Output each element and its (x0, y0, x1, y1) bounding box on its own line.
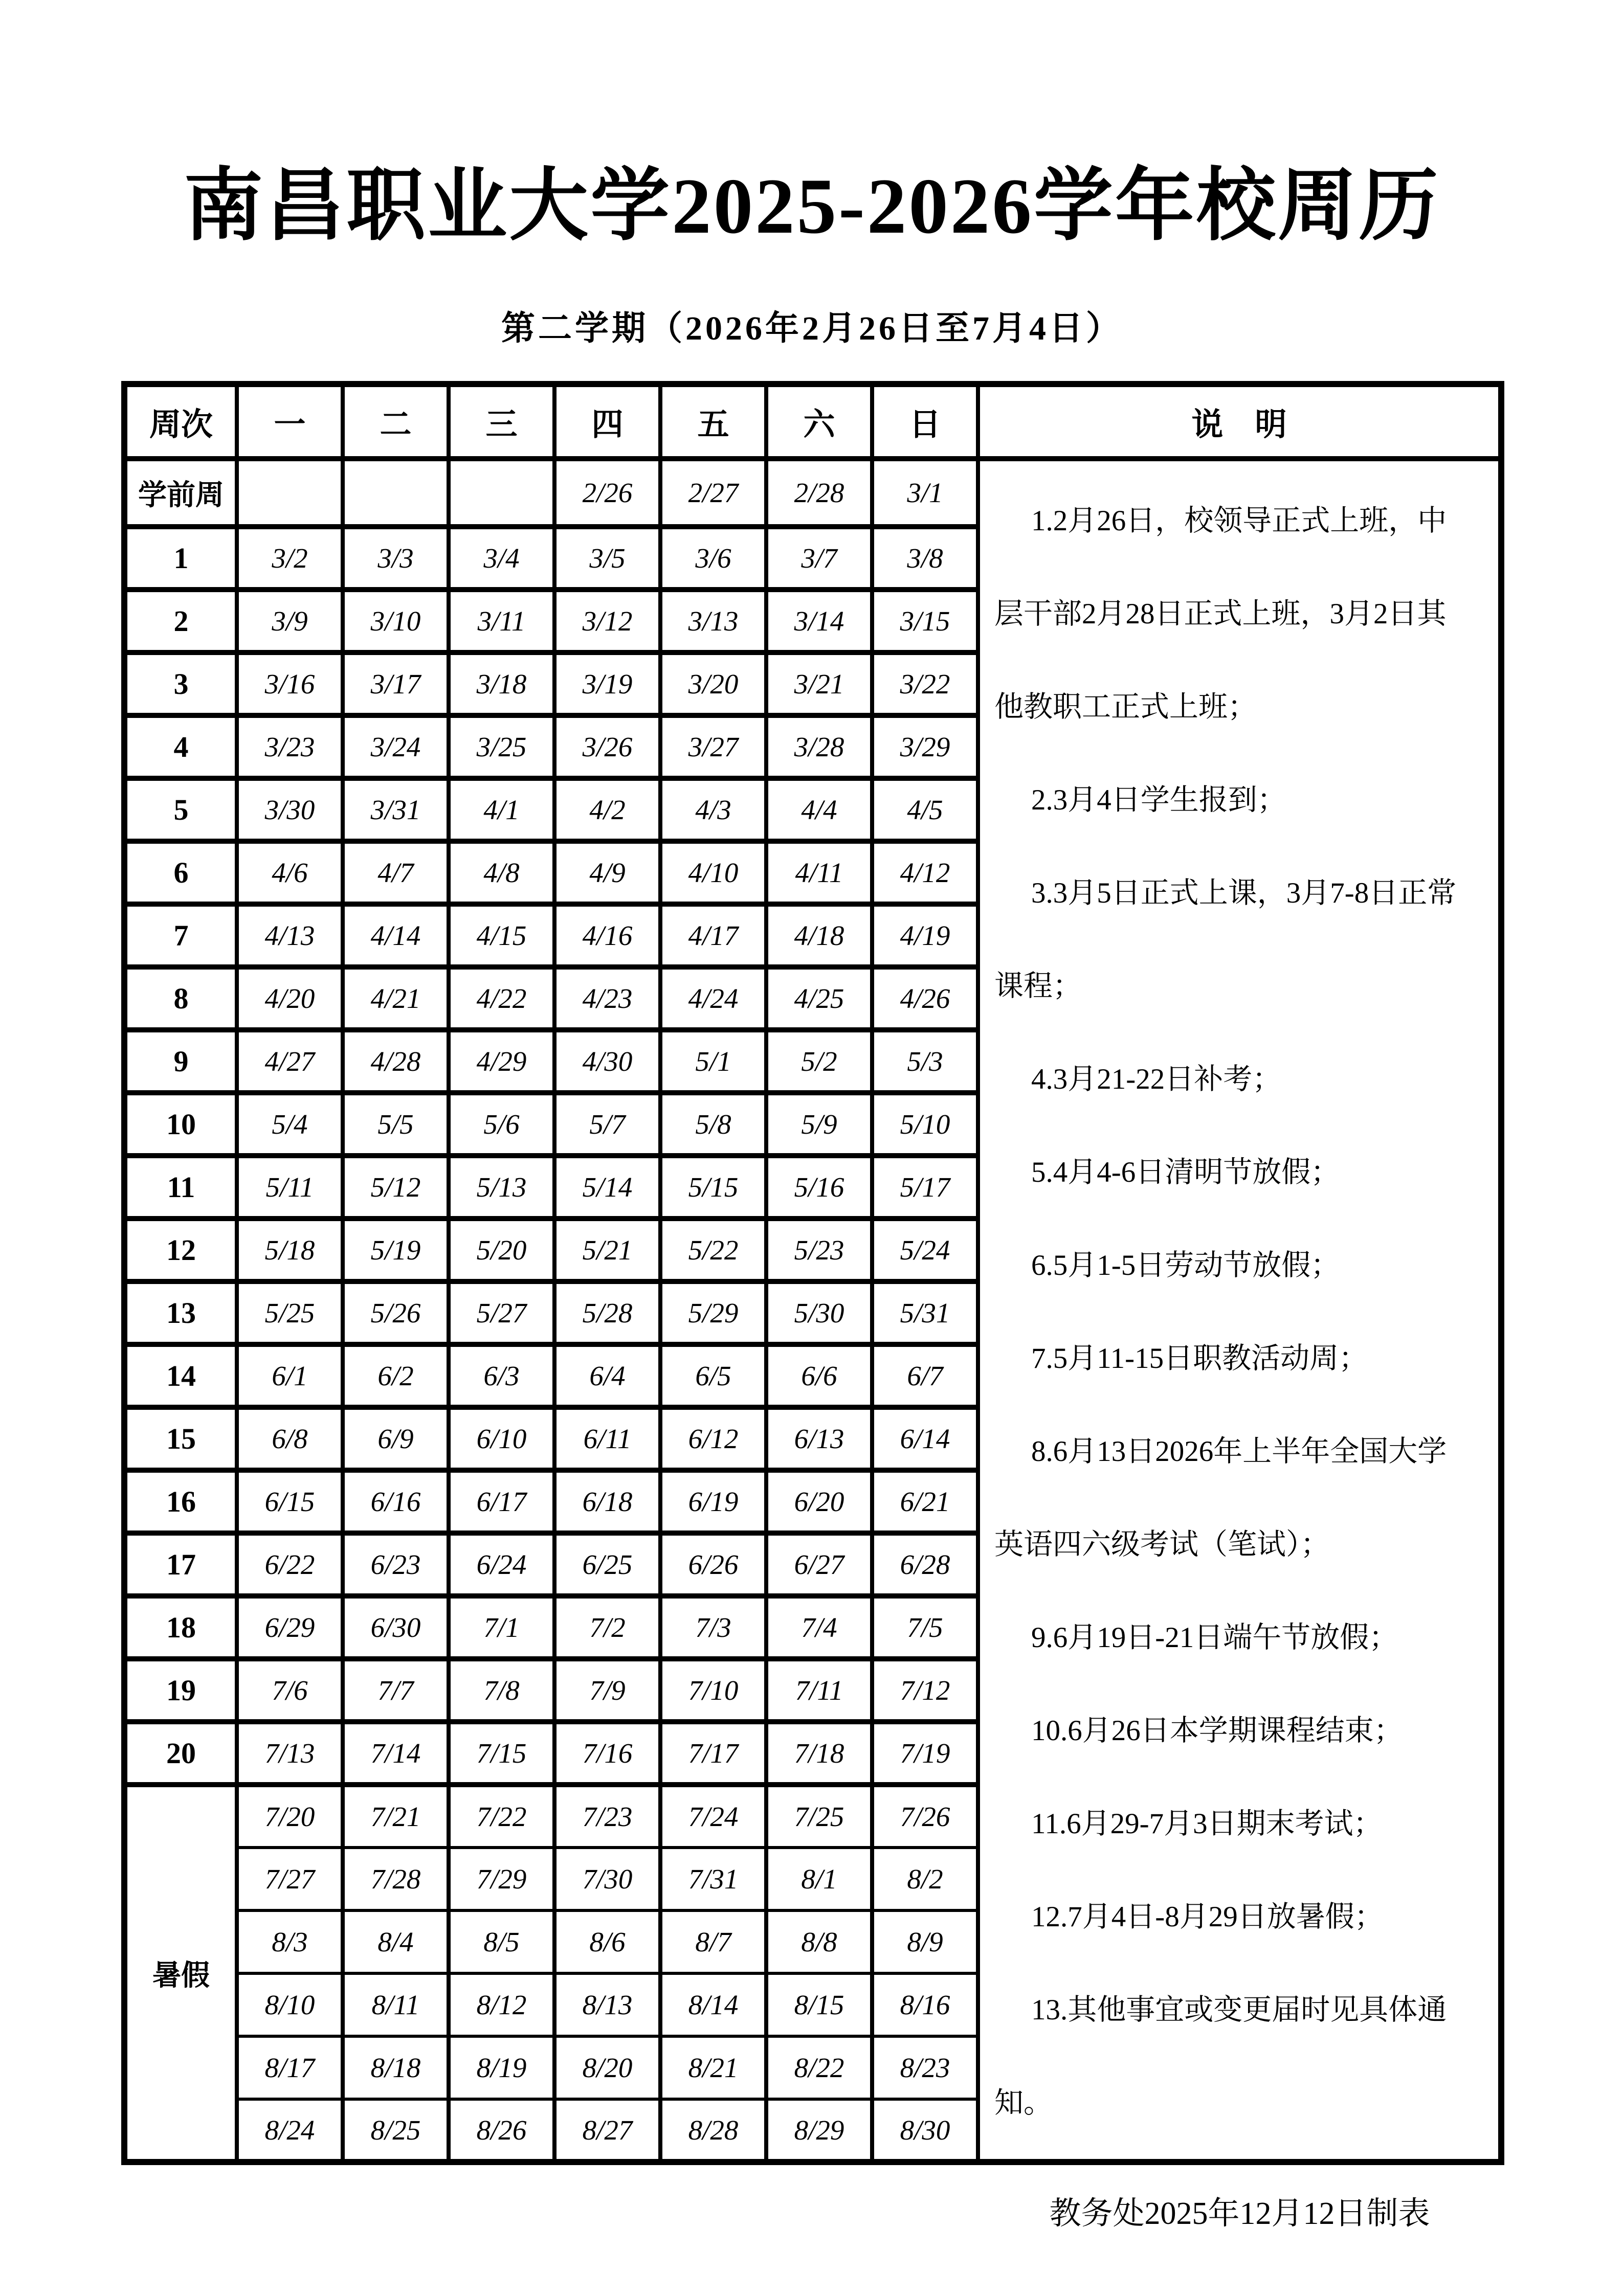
date-cell: 8/17 (237, 2036, 343, 2099)
date-cell: 8/30 (872, 2099, 978, 2162)
date-cell: 2/26 (554, 459, 660, 527)
date-cell: 5/13 (449, 1156, 554, 1219)
date-cell: 8/11 (343, 1973, 449, 2036)
week-number-cell: 10 (124, 1093, 237, 1156)
note-line: 知。 (994, 2087, 1053, 2119)
day-column-header: 一 (237, 384, 343, 459)
date-cell: 5/3 (872, 1030, 978, 1093)
week-number-cell: 7 (124, 904, 237, 967)
date-cell: 7/15 (449, 1722, 554, 1785)
date-cell: 7/22 (449, 1785, 554, 1848)
date-cell: 3/15 (872, 590, 978, 652)
date-cell: 4/12 (872, 841, 978, 904)
week-number-cell: 8 (124, 967, 237, 1030)
note-paragraph (994, 1405, 1489, 1591)
date-cell: 3/22 (872, 652, 978, 715)
week-number-cell: 9 (124, 1030, 237, 1093)
date-cell: 7/2 (554, 1596, 660, 1659)
date-cell: 4/11 (766, 841, 872, 904)
note-paragraph (994, 847, 1489, 1033)
date-cell: 6/12 (660, 1407, 766, 1470)
date-cell: 6/18 (554, 1470, 660, 1533)
note-line: 课程； (994, 970, 1082, 1002)
date-cell: 8/7 (660, 1910, 766, 1973)
date-cell: 4/24 (660, 967, 766, 1030)
week-calendar-table (121, 381, 1504, 2165)
date-cell: 5/15 (660, 1156, 766, 1219)
date-cell: 6/2 (343, 1344, 449, 1407)
date-cell: 6/3 (449, 1344, 554, 1407)
date-cell: 3/19 (554, 652, 660, 715)
day-column-header: 日 (872, 384, 978, 459)
date-cell: 8/20 (554, 2036, 660, 2099)
note-line: 英语四六级考试（笔试）； (994, 1528, 1330, 1561)
date-cell: 3/27 (660, 715, 766, 778)
date-cell: 8/26 (449, 2099, 554, 2162)
date-cell: 8/1 (766, 1848, 872, 1910)
note-paragraph (994, 1033, 1489, 1126)
day-column-header: 二 (343, 384, 449, 459)
date-cell: 5/25 (237, 1281, 343, 1344)
date-cell: 7/20 (237, 1785, 343, 1848)
date-cell: 3/21 (766, 652, 872, 715)
date-cell: 7/27 (237, 1848, 343, 1910)
day-column-header: 六 (766, 384, 872, 459)
week-number-cell: 4 (124, 715, 237, 778)
date-cell: 3/1 (872, 459, 978, 527)
date-cell: 8/5 (449, 1910, 554, 1973)
note-line: 6.5月1-5日劳动节放假； (1031, 1249, 1340, 1281)
date-cell: 3/20 (660, 652, 766, 715)
date-cell: 4/27 (237, 1030, 343, 1093)
date-cell: 8/24 (237, 2099, 343, 2162)
date-cell: 5/19 (343, 1219, 449, 1281)
date-cell: 5/17 (872, 1156, 978, 1219)
date-cell: 8/29 (766, 2099, 872, 2162)
week-number-cell: 14 (124, 1344, 237, 1407)
date-cell: 3/3 (343, 527, 449, 590)
date-cell: 7/11 (766, 1659, 872, 1722)
date-cell: 7/31 (660, 1848, 766, 1910)
week-number-cell: 2 (124, 590, 237, 652)
date-cell: 6/9 (343, 1407, 449, 1470)
note-line: 层干部2月28日正式上班，3月2日其 (994, 598, 1447, 630)
week-number-cell: 13 (124, 1281, 237, 1344)
week-number-cell: 1 (124, 527, 237, 590)
note-line: 2.3月4日学生报到； (1031, 784, 1286, 816)
note-line: 11.6月29-7月3日期末考试； (1031, 1808, 1383, 1840)
date-cell: 3/10 (343, 590, 449, 652)
date-cell: 5/23 (766, 1219, 872, 1281)
date-cell: 8/14 (660, 1973, 766, 2036)
date-cell: 5/9 (766, 1093, 872, 1156)
date-cell: 6/28 (872, 1533, 978, 1596)
notes-column-header: 说 明 (978, 384, 1501, 459)
date-cell: 5/21 (554, 1219, 660, 1281)
note-paragraph (994, 1871, 1489, 1964)
date-cell: 3/7 (766, 527, 872, 590)
date-cell: 8/3 (237, 1910, 343, 1973)
week-number-cell: 18 (124, 1596, 237, 1659)
date-cell: 4/23 (554, 967, 660, 1030)
date-cell (237, 459, 343, 527)
date-cell: 4/15 (449, 904, 554, 967)
week-number-cell: 19 (124, 1659, 237, 1722)
page-title: 南昌职业大学2025-2026学年校周历 (184, 162, 1440, 250)
date-cell: 6/14 (872, 1407, 978, 1470)
date-cell: 5/26 (343, 1281, 449, 1344)
date-cell: 5/7 (554, 1093, 660, 1156)
date-cell: 3/6 (660, 527, 766, 590)
date-cell: 7/21 (343, 1785, 449, 1848)
date-cell: 5/6 (449, 1093, 554, 1156)
date-cell: 7/26 (872, 1785, 978, 1848)
note-paragraph (994, 1591, 1489, 1684)
date-cell: 4/26 (872, 967, 978, 1030)
date-cell: 4/14 (343, 904, 449, 967)
week-number-cell: 12 (124, 1219, 237, 1281)
date-cell: 5/5 (343, 1093, 449, 1156)
date-cell: 7/19 (872, 1722, 978, 1785)
note-paragraph (994, 1126, 1489, 1219)
date-cell: 4/1 (449, 778, 554, 841)
date-cell: 6/10 (449, 1407, 554, 1470)
date-cell: 7/6 (237, 1659, 343, 1722)
date-cell: 7/4 (766, 1596, 872, 1659)
date-cell: 6/11 (554, 1407, 660, 1470)
note-line: 8.6月13日2026年上半年全国大学 (1031, 1435, 1447, 1468)
date-cell: 5/31 (872, 1281, 978, 1344)
date-cell: 4/9 (554, 841, 660, 904)
date-cell: 3/17 (343, 652, 449, 715)
date-cell: 4/17 (660, 904, 766, 967)
date-cell: 3/16 (237, 652, 343, 715)
date-cell: 6/5 (660, 1344, 766, 1407)
date-cell: 8/10 (237, 1973, 343, 2036)
note-line: 4.3月21-22日补考； (1031, 1063, 1282, 1095)
date-cell: 3/18 (449, 652, 554, 715)
date-cell: 8/15 (766, 1973, 872, 2036)
date-cell: 8/2 (872, 1848, 978, 1910)
date-cell: 3/9 (237, 590, 343, 652)
date-cell: 4/3 (660, 778, 766, 841)
note-paragraph (994, 1684, 1489, 1777)
semester-subtitle: 第二学期（2026年2月26日至7月4日） (501, 310, 1123, 347)
date-cell: 6/24 (449, 1533, 554, 1596)
note-paragraph (994, 1777, 1489, 1871)
date-cell: 3/30 (237, 778, 343, 841)
date-cell: 6/15 (237, 1470, 343, 1533)
note-paragraph (994, 1312, 1489, 1405)
date-cell: 7/8 (449, 1659, 554, 1722)
week-number-cell: 15 (124, 1407, 237, 1470)
summer-label-cell: 暑假 (124, 1785, 237, 2162)
date-cell: 4/4 (766, 778, 872, 841)
issuer-footnote: 教务处2025年12月12日制表 (1049, 2196, 1430, 2231)
date-cell: 6/17 (449, 1470, 554, 1533)
date-cell: 7/10 (660, 1659, 766, 1722)
date-cell: 4/21 (343, 967, 449, 1030)
date-cell: 4/18 (766, 904, 872, 967)
date-cell: 6/21 (872, 1470, 978, 1533)
date-cell: 7/24 (660, 1785, 766, 1848)
date-cell: 5/20 (449, 1219, 554, 1281)
date-cell: 8/8 (766, 1910, 872, 1973)
note-line: 7.5月11-15日职教活动周； (1031, 1342, 1368, 1375)
date-cell: 6/23 (343, 1533, 449, 1596)
date-cell: 8/25 (343, 2099, 449, 2162)
date-cell: 7/18 (766, 1722, 872, 1785)
date-cell: 8/19 (449, 2036, 554, 2099)
date-cell: 7/29 (449, 1848, 554, 1910)
date-cell: 3/5 (554, 527, 660, 590)
date-cell: 6/22 (237, 1533, 343, 1596)
notes-cell (978, 459, 1501, 2162)
date-cell: 4/29 (449, 1030, 554, 1093)
date-cell: 6/20 (766, 1470, 872, 1533)
date-cell: 8/6 (554, 1910, 660, 1973)
date-cell: 7/12 (872, 1659, 978, 1722)
date-cell: 7/16 (554, 1722, 660, 1785)
date-cell: 6/19 (660, 1470, 766, 1533)
date-cell: 5/2 (766, 1030, 872, 1093)
date-cell: 4/8 (449, 841, 554, 904)
date-cell: 8/21 (660, 2036, 766, 2099)
date-cell: 3/29 (872, 715, 978, 778)
date-cell: 2/28 (766, 459, 872, 527)
preweek-label-cell: 学前周 (124, 459, 237, 527)
date-cell: 3/4 (449, 527, 554, 590)
note-paragraph (994, 1964, 1489, 2150)
date-cell: 4/10 (660, 841, 766, 904)
day-column-header: 五 (660, 384, 766, 459)
date-cell: 5/29 (660, 1281, 766, 1344)
date-cell: 6/4 (554, 1344, 660, 1407)
date-cell: 8/28 (660, 2099, 766, 2162)
week-number-cell: 17 (124, 1533, 237, 1596)
date-cell: 6/8 (237, 1407, 343, 1470)
week-number-cell: 5 (124, 778, 237, 841)
date-cell: 7/13 (237, 1722, 343, 1785)
note-paragraph (994, 475, 1489, 754)
date-cell: 5/18 (237, 1219, 343, 1281)
note-line: 9.6月19日-21日端午节放假； (1031, 1622, 1398, 1654)
date-cell: 5/16 (766, 1156, 872, 1219)
date-cell: 5/28 (554, 1281, 660, 1344)
header-row (124, 384, 1501, 459)
date-cell: 5/24 (872, 1219, 978, 1281)
week-number-cell: 11 (124, 1156, 237, 1219)
date-cell: 5/22 (660, 1219, 766, 1281)
date-cell: 3/31 (343, 778, 449, 841)
date-cell: 3/23 (237, 715, 343, 778)
date-cell: 3/2 (237, 527, 343, 590)
date-cell: 3/12 (554, 590, 660, 652)
date-cell: 4/6 (237, 841, 343, 904)
date-cell: 5/8 (660, 1093, 766, 1156)
date-cell: 4/30 (554, 1030, 660, 1093)
date-cell: 3/26 (554, 715, 660, 778)
date-cell: 5/30 (766, 1281, 872, 1344)
date-cell: 6/6 (766, 1344, 872, 1407)
date-cell: 3/11 (449, 590, 554, 652)
date-cell: 5/10 (872, 1093, 978, 1156)
week-number-cell: 6 (124, 841, 237, 904)
date-cell: 4/22 (449, 967, 554, 1030)
note-line: 3.3月5日正式上课，3月7-8日正常 (1031, 877, 1457, 909)
date-cell: 6/30 (343, 1596, 449, 1659)
table-row-preweek (124, 459, 1501, 527)
date-cell: 4/28 (343, 1030, 449, 1093)
day-column-header: 四 (554, 384, 660, 459)
date-cell: 6/16 (343, 1470, 449, 1533)
note-paragraph (994, 1219, 1489, 1312)
date-cell: 8/22 (766, 2036, 872, 2099)
date-cell: 7/7 (343, 1659, 449, 1722)
date-cell: 6/26 (660, 1533, 766, 1596)
date-cell: 6/1 (237, 1344, 343, 1407)
date-cell: 4/2 (554, 778, 660, 841)
date-cell: 5/1 (660, 1030, 766, 1093)
date-cell: 2/27 (660, 459, 766, 527)
date-cell: 7/1 (449, 1596, 554, 1659)
date-cell: 7/28 (343, 1848, 449, 1910)
date-cell: 8/27 (554, 2099, 660, 2162)
date-cell: 8/16 (872, 1973, 978, 2036)
week-number-cell: 16 (124, 1470, 237, 1533)
date-cell: 4/7 (343, 841, 449, 904)
date-cell: 8/18 (343, 2036, 449, 2099)
date-cell: 6/29 (237, 1596, 343, 1659)
date-cell: 4/20 (237, 967, 343, 1030)
date-cell: 8/9 (872, 1910, 978, 1973)
date-cell: 8/12 (449, 1973, 554, 2036)
date-cell: 4/19 (872, 904, 978, 967)
date-cell: 3/25 (449, 715, 554, 778)
date-cell: 3/14 (766, 590, 872, 652)
week-column-header: 周次 (124, 384, 237, 459)
note-line: 10.6月26日本学期课程结束； (1031, 1715, 1403, 1747)
date-cell: 5/11 (237, 1156, 343, 1219)
date-cell: 7/3 (660, 1596, 766, 1659)
note-line: 5.4月4-6日清明节放假； (1031, 1156, 1340, 1188)
date-cell: 7/9 (554, 1659, 660, 1722)
date-cell: 4/13 (237, 904, 343, 967)
day-column-header: 三 (449, 384, 554, 459)
date-cell: 7/5 (872, 1596, 978, 1659)
date-cell: 5/27 (449, 1281, 554, 1344)
date-cell: 5/14 (554, 1156, 660, 1219)
date-cell: 7/23 (554, 1785, 660, 1848)
date-cell (343, 459, 449, 527)
calendar-table-body (124, 459, 1501, 2162)
date-cell: 6/7 (872, 1344, 978, 1407)
date-cell: 6/13 (766, 1407, 872, 1470)
date-cell: 3/8 (872, 527, 978, 590)
date-cell: 6/27 (766, 1533, 872, 1596)
date-cell: 7/25 (766, 1785, 872, 1848)
date-cell (449, 459, 554, 527)
date-cell: 7/14 (343, 1722, 449, 1785)
date-cell: 3/28 (766, 715, 872, 778)
date-cell: 5/4 (237, 1093, 343, 1156)
note-line: 12.7月4日-8月29日放暑假； (1031, 1901, 1384, 1933)
date-cell: 4/16 (554, 904, 660, 967)
week-number-cell: 3 (124, 652, 237, 715)
date-cell: 7/17 (660, 1722, 766, 1785)
date-cell: 3/13 (660, 590, 766, 652)
date-cell: 4/5 (872, 778, 978, 841)
date-cell: 4/25 (766, 967, 872, 1030)
date-cell: 8/13 (554, 1973, 660, 2036)
date-cell: 3/24 (343, 715, 449, 778)
date-cell: 5/12 (343, 1156, 449, 1219)
date-cell: 8/23 (872, 2036, 978, 2099)
note-line: 13.其他事宜或变更届时见具体通 (1031, 1994, 1447, 2026)
date-cell: 6/25 (554, 1533, 660, 1596)
date-cell: 7/30 (554, 1848, 660, 1910)
week-number-cell: 20 (124, 1722, 237, 1785)
note-line: 他教职工正式上班； (994, 691, 1257, 723)
date-cell: 8/4 (343, 1910, 449, 1973)
calendar-table-head (124, 384, 1501, 459)
note-line: 1.2月26日，校领导正式上班，中 (1031, 505, 1447, 537)
note-paragraph (994, 754, 1489, 847)
